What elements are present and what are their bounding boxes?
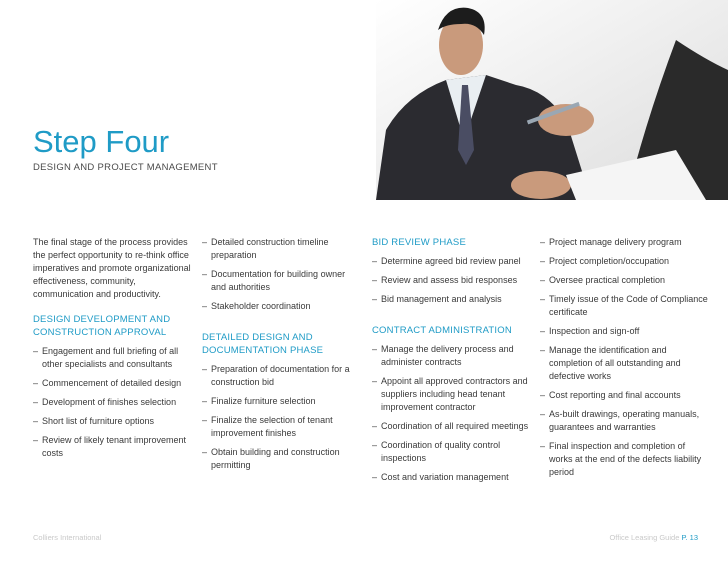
column-2: [202, 236, 362, 478]
list-item: [540, 344, 710, 383]
list-item-text: Finalize furniture selection: [211, 396, 316, 406]
list-item: [540, 389, 710, 402]
list-item-text: Stakeholder coordination: [211, 301, 311, 311]
list-item: [540, 440, 710, 479]
list-item: [372, 255, 532, 268]
list-item: [202, 414, 362, 440]
list-item: [372, 420, 532, 433]
list-item: [202, 268, 362, 294]
list-item-text: Project completion/occupation: [549, 256, 670, 266]
list-item-text: Bid management and analysis: [381, 294, 502, 304]
dash-bullet: –: [372, 421, 378, 431]
design-development-list: [33, 345, 193, 460]
dash-bullet: –: [540, 294, 546, 304]
list-item-text: Documentation for building owner and authorities: [211, 269, 346, 292]
dash-bullet: –: [202, 269, 208, 279]
dash-bullet: –: [540, 345, 546, 355]
dash-bullet: –: [372, 376, 378, 386]
list-item-text: Manage the identification and completion of all outstanding and defective works: [549, 345, 681, 381]
list-item-text: Obtain building and construction permitting: [211, 447, 340, 470]
list-item: [540, 325, 710, 338]
list-item: [372, 471, 532, 484]
dash-bullet: –: [372, 294, 378, 304]
footer-guide-title: Office Leasing Guide: [609, 533, 680, 542]
dash-bullet: –: [33, 378, 39, 388]
completion-list: [540, 236, 710, 479]
dash-bullet: –: [372, 344, 378, 354]
list-item-text: Development of finishes selection: [42, 397, 177, 407]
list-item: [372, 293, 532, 306]
dash-bullet: –: [372, 472, 378, 482]
list-item-text: Final inspection and completion of works at the end of the defects liability period: [549, 441, 702, 477]
list-item-text: Cost reporting and final accounts: [549, 390, 681, 400]
list-item: [202, 363, 362, 389]
dash-bullet: –: [372, 440, 378, 450]
list-item-text: Detailed construction timeline preparation: [211, 237, 329, 260]
dash-bullet: –: [33, 435, 39, 445]
construction-list: [202, 236, 362, 313]
dash-bullet: –: [540, 237, 546, 247]
bid-review-list: [372, 255, 532, 306]
dash-bullet: –: [372, 256, 378, 266]
column-4: [540, 236, 710, 485]
list-item: [540, 236, 710, 249]
list-item-text: As-built drawings, operating manuals, guarantees and warranties: [549, 409, 700, 432]
page-subtitle: DESIGN AND PROJECT MANAGEMENT: [33, 162, 218, 173]
dash-bullet: –: [540, 326, 546, 336]
dash-bullet: –: [540, 390, 546, 400]
column-3: [372, 236, 532, 490]
section-heading-bid-review: BID REVIEW PHASE: [372, 237, 466, 248]
list-item-text: Short list of furniture options: [42, 416, 155, 426]
list-item-text: Determine agreed bid review panel: [381, 256, 521, 266]
page-heading: [33, 124, 218, 173]
list-item: [202, 395, 362, 408]
list-item: [372, 274, 532, 287]
list-item: [202, 446, 362, 472]
dash-bullet: –: [202, 301, 208, 311]
list-item-text: Coordination of quality control inspections: [381, 440, 501, 463]
list-item-text: Oversee practical completion: [549, 275, 666, 285]
list-item: [33, 396, 193, 409]
list-item: [33, 434, 193, 460]
footer-company: Colliers International: [33, 533, 102, 542]
page-title: Step Four: [33, 124, 170, 159]
column-1: [33, 236, 193, 466]
dash-bullet: –: [372, 275, 378, 285]
list-item: [372, 375, 532, 414]
dash-bullet: –: [540, 409, 546, 419]
section-heading-detailed-design: DETAILED DESIGN AND DOCUMENTATION PHASE: [202, 332, 324, 356]
list-item-text: Inspection and sign-off: [549, 326, 640, 336]
dash-bullet: –: [33, 346, 39, 356]
list-item-text: Preparation of documentation for a construction bid: [211, 364, 350, 387]
list-item-text: Commencement of detailed design: [42, 378, 182, 388]
dash-bullet: –: [540, 275, 546, 285]
detailed-design-list: [202, 363, 362, 472]
dash-bullet: –: [33, 397, 39, 407]
dash-bullet: –: [202, 396, 208, 406]
list-item: [540, 293, 710, 319]
dash-bullet: –: [202, 364, 208, 374]
dash-bullet: –: [540, 441, 546, 451]
list-item: [202, 236, 362, 262]
contract-administration-list: [372, 343, 532, 484]
footer-guide: [609, 533, 698, 542]
list-item-text: Timely issue of the Code of Compliance certificate: [549, 294, 708, 317]
dash-bullet: –: [33, 416, 39, 426]
list-item-text: Appoint all approved contractors and suppliers including head tenant improvement contractor: [381, 376, 528, 412]
list-item-text: Cost and variation management: [381, 472, 509, 482]
list-item: [540, 274, 710, 287]
businessman-photo: [376, 0, 728, 200]
dash-bullet: –: [202, 237, 208, 247]
intro-paragraph: The final stage of the process provides the perfect opportunity to re-think office imperatives and promote organizational effectiveness, community, communication and productivity.: [33, 237, 191, 299]
page-number: P. 13: [681, 533, 698, 542]
list-item-text: Finalize the selection of tenant improvement finishes: [211, 415, 333, 438]
list-item: [202, 300, 362, 313]
list-item-text: Review and assess bid responses: [381, 275, 518, 285]
section-heading-contract-administration: CONTRACT ADMINISTRATION: [372, 325, 512, 336]
list-item: [33, 377, 193, 390]
section-heading-design-development: DESIGN DEVELOPMENT AND CONSTRUCTION APPROVAL: [33, 314, 171, 338]
list-item: [540, 255, 710, 268]
list-item-text: Review of likely tenant improvement costs: [42, 435, 187, 458]
dash-bullet: –: [202, 415, 208, 425]
list-item: [372, 343, 532, 369]
list-item-text: Engagement and full briefing of all other specialists and consultants: [42, 346, 179, 369]
list-item-text: Project manage delivery program: [549, 237, 682, 247]
list-item: [33, 345, 193, 371]
list-item: [540, 408, 710, 434]
list-item-text: Manage the delivery process and administer contracts: [381, 344, 514, 367]
dash-bullet: –: [202, 447, 208, 457]
dash-bullet: –: [540, 256, 546, 266]
list-item: [33, 415, 193, 428]
list-item-text: Coordination of all required meetings: [381, 421, 529, 431]
list-item: [372, 439, 532, 465]
